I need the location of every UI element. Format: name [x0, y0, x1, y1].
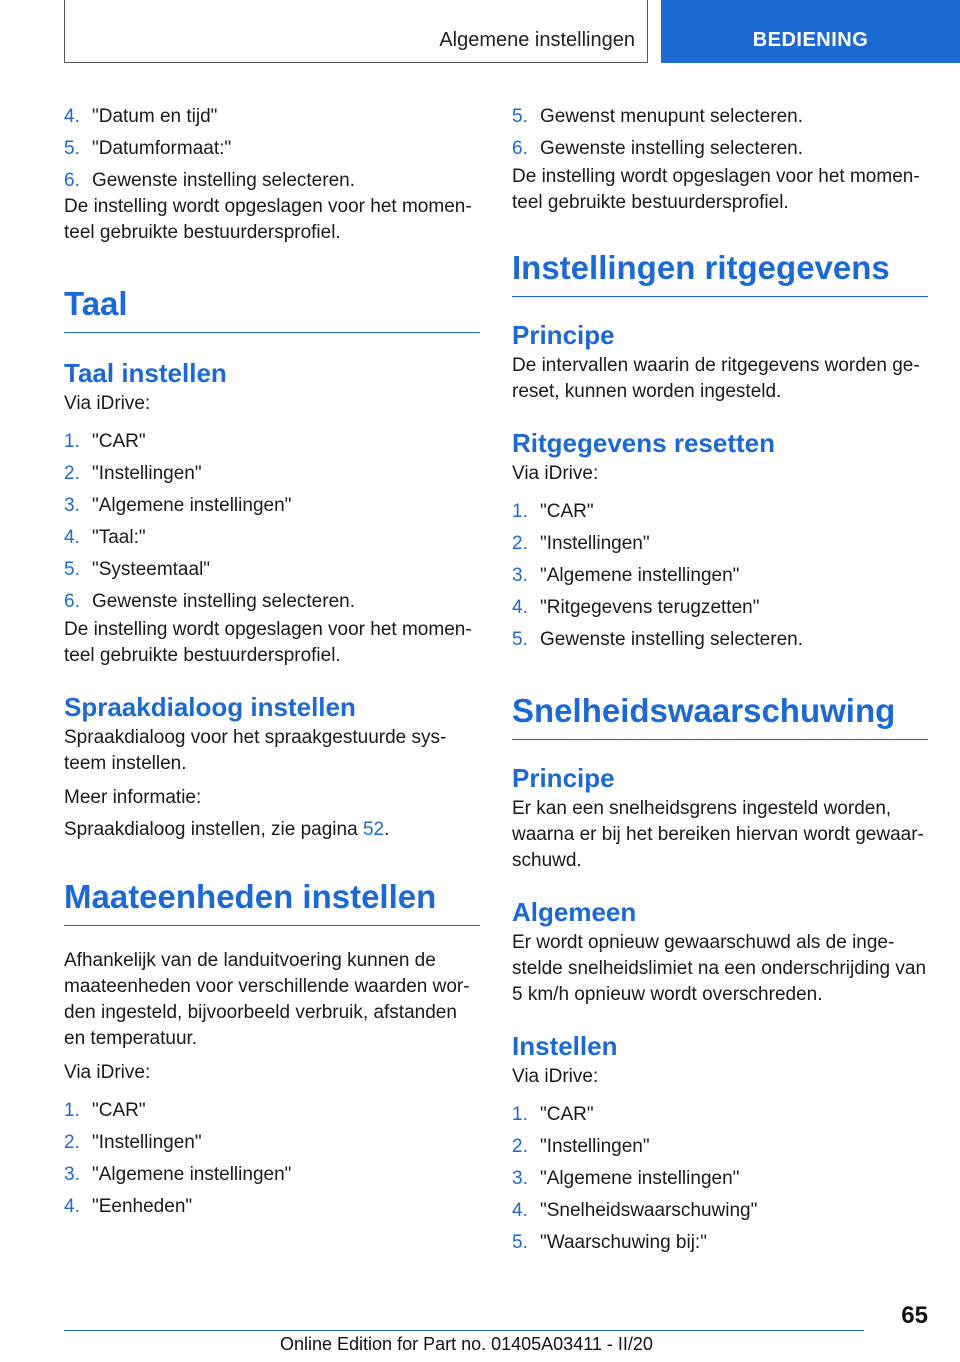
list-steps-taal [64, 429, 480, 615]
heading-ritgegevens: Instellingen ritgegevens [512, 248, 928, 297]
meer-informatie: Meer informatie: [64, 787, 202, 808]
via-idrive: Via iDrive: [64, 393, 151, 414]
list-item: 5. "Waarschuwing bij:" [512, 1232, 707, 1253]
list-item: 3. "Algemene instellingen" [512, 1168, 740, 1189]
heading-taal: Taal [64, 284, 480, 333]
list-item: 3. "Algemene instellingen" [64, 1164, 292, 1185]
heading-ritgegevens-resetten: Ritgegevens resetten [512, 428, 775, 458]
paragraph: De instelling wordt opgeslagen voor het momen-teel gebruikte bestuurdersprofiel. [64, 619, 472, 666]
list-item: 4. "Ritgegevens terugzetten" [512, 597, 760, 618]
list-item: 6. Gewenste instelling selecteren. [512, 138, 803, 159]
via-idrive: Via iDrive: [64, 1062, 151, 1083]
page-number: 65 [901, 1302, 928, 1329]
list-item: 6. Gewenste instelling selecteren. [64, 170, 355, 191]
list-item: 4. "Eenheden" [64, 1196, 193, 1217]
via-idrive: Via iDrive: [512, 1066, 599, 1087]
list-item: 1. "CAR" [64, 1100, 146, 1121]
list-item: 3. "Algemene instellingen" [64, 495, 292, 516]
list-steps-snelheid [512, 1102, 928, 1256]
list-item: 1. "CAR" [64, 431, 146, 452]
list-item: 5. Gewenst menupunt selecteren. [512, 106, 803, 127]
left-column [64, 104, 480, 1226]
list-item: 2. "Instellingen" [512, 1136, 650, 1157]
heading-maateenheden: Maateenheden instellen [64, 877, 480, 926]
list-item: 2. "Instellingen" [512, 533, 650, 554]
heading-taal-instellen: Taal instellen [64, 358, 227, 388]
list-item: 4. "Datum en tijd" [64, 106, 218, 127]
paragraph: De intervallen waarin de ritgegevens worden ge-reset, kunnen worden ingesteld. [512, 355, 920, 402]
header-title: Algemene instellingen [439, 29, 635, 51]
list-steps-datum [64, 104, 480, 194]
header-title-box [64, 0, 648, 63]
right-column [512, 104, 928, 1262]
list-item: 1. "CAR" [512, 1104, 594, 1125]
list-item: 4. "Snelheidswaarschuwing" [512, 1200, 758, 1221]
heading-algemeen: Algemeen [512, 897, 637, 927]
list-steps-ritgegevens [512, 499, 928, 653]
list-steps-eenheden [64, 1098, 480, 1220]
paragraph: De instelling wordt opgeslagen voor het momen-teel gebruikte bestuurdersprofiel. [64, 196, 472, 243]
list-item: 5. "Datumformaat:" [64, 138, 232, 159]
list-item: 6. Gewenste instelling selecteren. [64, 591, 355, 612]
paragraph: Spraakdialoog voor het spraakgestuurde sys-teem instellen. [64, 727, 447, 774]
list-steps-continued [512, 104, 928, 162]
paragraph: De instelling wordt opgeslagen voor het momen-teel gebruikte bestuurdersprofiel. [512, 166, 920, 213]
list-item: 2. "Instellingen" [64, 463, 202, 484]
list-item: 5. Gewenste instelling selecteren. [512, 629, 803, 650]
heading-instellen: Instellen [512, 1031, 618, 1061]
paragraph: Afhankelijk van de landuitvoering kunnen de maateenheden voor verschillende waarden wor-den ingesteld, bijvoorbeeld verbruik, afstanden en temperatuur. [64, 950, 470, 1049]
list-item: 5. "Systeemtaal" [64, 559, 211, 580]
list-item: 4. "Taal:" [64, 527, 146, 548]
list-item: 1. "CAR" [512, 501, 594, 522]
footer-divider [64, 1330, 864, 1331]
heading-snelheidswaarschuwing: Snelheidswaarschuwing [512, 691, 928, 740]
paragraph: Er kan een snelheidsgrens ingesteld worden, waarna er bij het bereiken hiervan wordt gewaar-schuwd. [512, 798, 924, 871]
page-reference: Spraakdialoog instellen, zie pagina 52. [64, 819, 390, 840]
page-link[interactable]: 52 [362, 819, 385, 840]
via-idrive: Via iDrive: [512, 463, 599, 484]
footer-edition: Online Edition for Part no. 01405A03411 - II/20 [280, 1334, 653, 1354]
heading-principe: Principe [512, 320, 615, 350]
list-item: 2. "Instellingen" [64, 1132, 202, 1153]
list-item: 3. "Algemene instellingen" [512, 565, 740, 586]
heading-principe: Principe [512, 763, 615, 793]
section-tab: BEDIENING [661, 0, 960, 63]
heading-spraakdialoog: Spraakdialoog instellen [64, 692, 356, 722]
paragraph: Er wordt opnieuw gewaarschuwd als de inge-stelde snelheidslimiet na een onderschrijding van 5 km/h opnieuw wordt overschreden. [512, 932, 927, 1005]
